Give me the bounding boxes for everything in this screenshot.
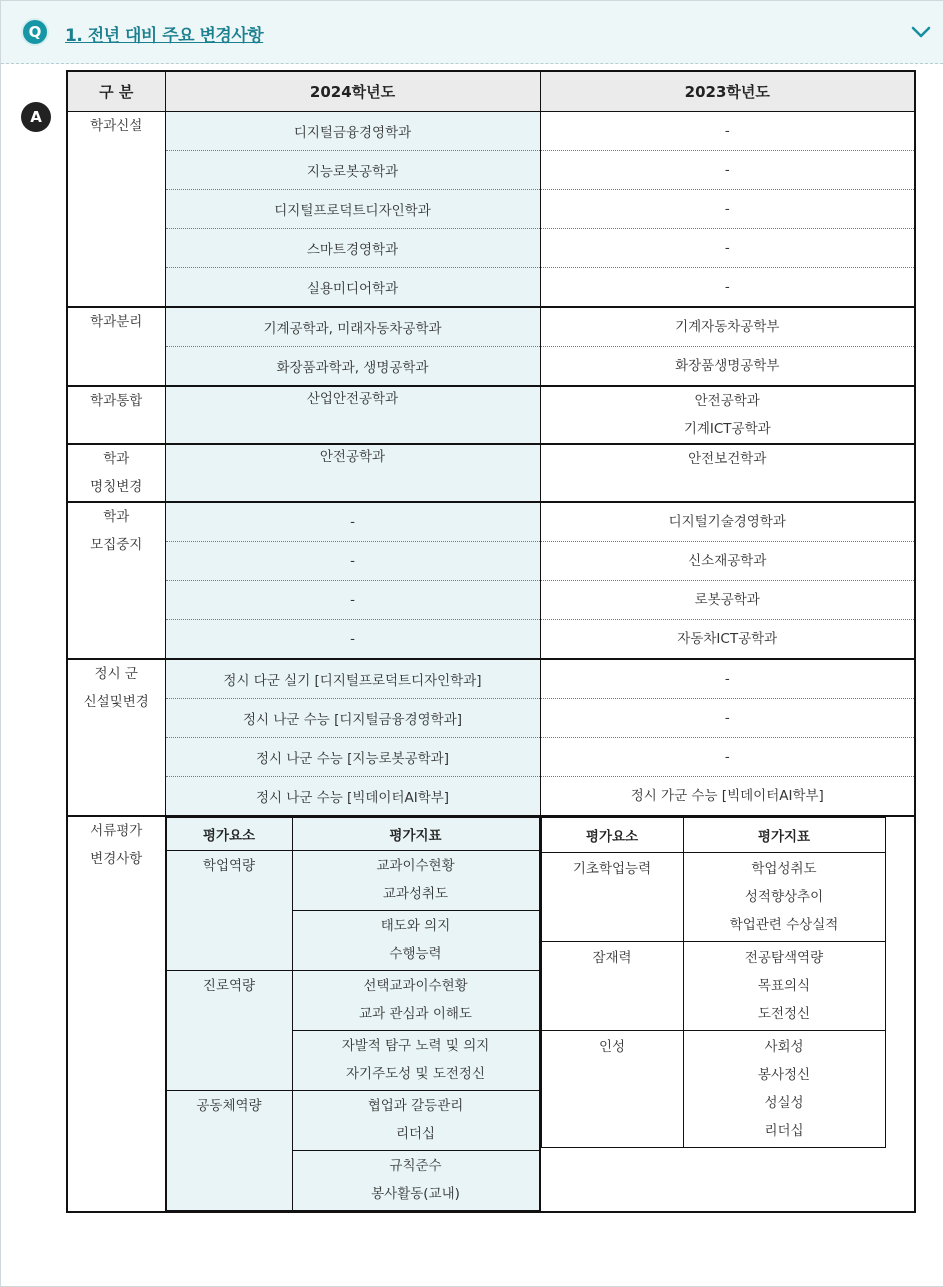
cell-2024: - xyxy=(165,542,540,581)
header-2024: 2024학년도 xyxy=(165,71,540,112)
changes-table xyxy=(66,70,916,1213)
table-row xyxy=(67,307,915,347)
table-row xyxy=(67,347,915,387)
cell-2023 xyxy=(540,542,915,581)
cell-2024: 화장품과학과, 생명공학과 xyxy=(165,347,540,387)
cell-2023 xyxy=(540,386,915,444)
cell-2023-line: - xyxy=(724,240,730,256)
eval-indicator-line: 자발적 탐구 노력 및 의지 xyxy=(341,1038,490,1054)
category-cell xyxy=(67,816,165,1212)
inner-row xyxy=(541,853,885,942)
eval-indicator xyxy=(292,1151,539,1211)
category-cell xyxy=(67,659,165,816)
table-row xyxy=(67,542,915,581)
cell-2023 xyxy=(540,268,915,308)
eval-indicator-line: 성적향상추이 xyxy=(744,889,824,905)
eval-indicator-line: 교과성취도 xyxy=(382,886,449,902)
eval-indicator-line: 리더십 xyxy=(764,1123,804,1139)
cell-2023-line: 로봇공학과 xyxy=(694,592,760,608)
cell-2024: 안전공학과 xyxy=(165,444,540,502)
eval-indicator-line: 봉사정신 xyxy=(757,1067,811,1083)
cell-2023 xyxy=(540,502,915,542)
category-cell xyxy=(67,502,165,659)
header-category: 구 분 xyxy=(67,71,165,112)
category-cell xyxy=(67,112,165,308)
eval-indicator-line: 수행능력 xyxy=(389,946,442,962)
cell-2023-line: 기계자동차공학부 xyxy=(675,319,780,335)
eval-indicator xyxy=(683,942,885,1031)
question-title[interactable]: 1. 전년 대비 주요 변경사항 xyxy=(65,26,264,46)
eval-indicator-line: 학업성취도 xyxy=(751,861,817,877)
eval-indicator xyxy=(683,1031,885,1148)
cell-2023 xyxy=(540,347,915,387)
eval-indicator xyxy=(292,1091,539,1151)
cell-2023-line: 안전보건학과 xyxy=(688,451,767,467)
table-row xyxy=(67,268,915,308)
category-label: 학과 xyxy=(103,509,130,525)
table-row xyxy=(67,151,915,190)
eval-indicator-line: 교과이수현황 xyxy=(376,858,455,874)
table-row xyxy=(67,112,915,151)
table-row xyxy=(67,816,915,1212)
eval-indicator-line: 태도와 의지 xyxy=(380,918,451,934)
doc-eval-2024-table xyxy=(166,817,540,1211)
category-label: 변경사항 xyxy=(90,851,143,867)
cell-2023 xyxy=(540,738,915,777)
cell-2024: 정시 나군 수능 [빅데이터AI학부] xyxy=(165,777,540,817)
table-row xyxy=(67,659,915,699)
category-label: 학과통합 xyxy=(90,393,143,409)
eval-indicator-line: 리더십 xyxy=(395,1126,436,1142)
cell-2023-line: 정시 가군 수능 [빅데이터AI학부] xyxy=(630,788,824,804)
cell-2024: 실용미디어학과 xyxy=(165,268,540,308)
cell-2023 xyxy=(540,307,915,347)
eval-indicator xyxy=(292,971,539,1031)
doc-eval-2024-cell xyxy=(165,816,540,1212)
header-2023: 2023학년도 xyxy=(540,71,915,112)
table-row xyxy=(67,229,915,268)
cell-2023 xyxy=(540,112,915,151)
inner-header: 평가지표 xyxy=(683,818,885,853)
category-label: 명칭변경 xyxy=(90,479,143,495)
table-row xyxy=(67,581,915,620)
eval-indicator-line: 사회성 xyxy=(764,1039,804,1055)
cell-2023-line: - xyxy=(724,710,730,726)
category-cell xyxy=(67,386,165,444)
eval-element: 기초학업능력 xyxy=(541,853,683,942)
cell-2024: 디지털프로덕트디자인학과 xyxy=(165,190,540,229)
cell-2024: 디지털금융경영학과 xyxy=(165,112,540,151)
category-label: 서류평가 xyxy=(90,823,143,839)
question-header[interactable] xyxy=(1,1,943,64)
eval-indicator xyxy=(292,851,539,911)
eval-indicator-line: 자기주도성 및 도전정신 xyxy=(346,1066,485,1082)
doc-eval-2023-cell xyxy=(540,816,915,1212)
category-label: 정시 군 xyxy=(94,666,138,682)
cell-2023 xyxy=(540,444,915,502)
cell-2023-line: - xyxy=(724,201,730,217)
table-row xyxy=(67,699,915,738)
cell-2024: - xyxy=(165,502,540,542)
cell-2024: - xyxy=(165,620,540,660)
category-label: 모집중지 xyxy=(90,537,143,553)
eval-element: 잠재력 xyxy=(541,942,683,1031)
category-cell xyxy=(67,444,165,502)
inner-row xyxy=(541,942,885,1031)
cell-2024: 스마트경영학과 xyxy=(165,229,540,268)
cell-2023-line: - xyxy=(724,749,730,765)
cell-2023 xyxy=(540,190,915,229)
inner-header: 평가요소 xyxy=(541,818,683,853)
cell-2023-line: 화장품생명공학부 xyxy=(675,358,780,374)
eval-indicator xyxy=(292,911,539,971)
cell-2023 xyxy=(540,229,915,268)
cell-2024: - xyxy=(165,581,540,620)
cell-2024: 정시 나군 수능 [디지털금융경영학과] xyxy=(165,699,540,738)
cell-2023-line: - xyxy=(724,279,730,295)
question-badge: Q xyxy=(21,18,49,46)
cell-2024: 기계공학과, 미래자동차공학과 xyxy=(165,307,540,347)
cell-2023 xyxy=(540,777,915,817)
table-row xyxy=(67,777,915,817)
category-label: 신설및변경 xyxy=(83,694,149,710)
eval-indicator xyxy=(292,1031,539,1091)
cell-2023-line: 디지털기술경영학과 xyxy=(668,514,786,530)
cell-2023-line: 신소재공학과 xyxy=(688,553,767,569)
cell-2023 xyxy=(540,620,915,660)
category-cell xyxy=(67,307,165,386)
eval-indicator-line: 규칙준수 xyxy=(389,1158,442,1174)
eval-indicator-line: 성실성 xyxy=(764,1095,804,1111)
answer-badge: A xyxy=(21,102,51,132)
eval-indicator-line: 교과 관심과 이해도 xyxy=(359,1006,472,1022)
category-label: 학과 xyxy=(103,451,130,467)
cell-2023 xyxy=(540,151,915,190)
inner-row xyxy=(541,1031,885,1148)
cell-2023 xyxy=(540,581,915,620)
cell-2023-line: 안전공학과 xyxy=(694,393,760,409)
category-label: 학과신설 xyxy=(90,118,143,134)
eval-indicator-line: 목표의식 xyxy=(757,978,811,994)
category-label: 학과분리 xyxy=(90,314,143,330)
eval-indicator-line: 협업과 갈등관리 xyxy=(367,1098,464,1114)
table-row xyxy=(67,386,915,444)
cell-2023 xyxy=(540,699,915,738)
eval-element: 인성 xyxy=(541,1031,683,1148)
eval-element: 학업역량 xyxy=(166,851,292,971)
cell-2023 xyxy=(540,659,915,699)
eval-indicator-line: 학업관련 수상실적 xyxy=(729,917,839,933)
cell-2023-line: - xyxy=(724,671,730,687)
cell-2024: 지능로봇공학과 xyxy=(165,151,540,190)
cell-2023-line: - xyxy=(724,162,730,178)
eval-element: 공동체역량 xyxy=(166,1091,292,1211)
cell-2023-line: - xyxy=(724,123,730,139)
inner-row xyxy=(166,971,539,1031)
table-row xyxy=(67,444,915,502)
cell-2023-line: 자동차ICT공학과 xyxy=(677,631,778,647)
table-row xyxy=(67,738,915,777)
inner-header: 평가요소 xyxy=(166,818,292,851)
inner-header: 평가지표 xyxy=(292,818,539,851)
cell-2024: 산업안전공학과 xyxy=(165,386,540,444)
table-row xyxy=(67,620,915,660)
cell-2024: 정시 나군 수능 [지능로봇공학과] xyxy=(165,738,540,777)
eval-element: 진로역량 xyxy=(166,971,292,1091)
table-row xyxy=(67,502,915,542)
inner-row xyxy=(166,851,539,911)
table-row xyxy=(67,190,915,229)
eval-indicator-line: 선택교과이수현황 xyxy=(363,978,468,994)
eval-indicator-line: 전공탐색역량 xyxy=(744,950,824,966)
eval-indicator-line: 봉사활동(교내) xyxy=(371,1186,460,1202)
eval-indicator-line: 도전정신 xyxy=(757,1006,811,1022)
cell-2023-line: 기계ICT공학과 xyxy=(683,421,771,437)
cell-2024: 정시 다군 실기 [디지털프로덕트디자인학과] xyxy=(165,659,540,699)
doc-eval-2023-table xyxy=(541,817,886,1148)
eval-indicator xyxy=(683,853,885,942)
inner-row xyxy=(166,1091,539,1151)
chevron-down-icon[interactable] xyxy=(909,23,933,41)
